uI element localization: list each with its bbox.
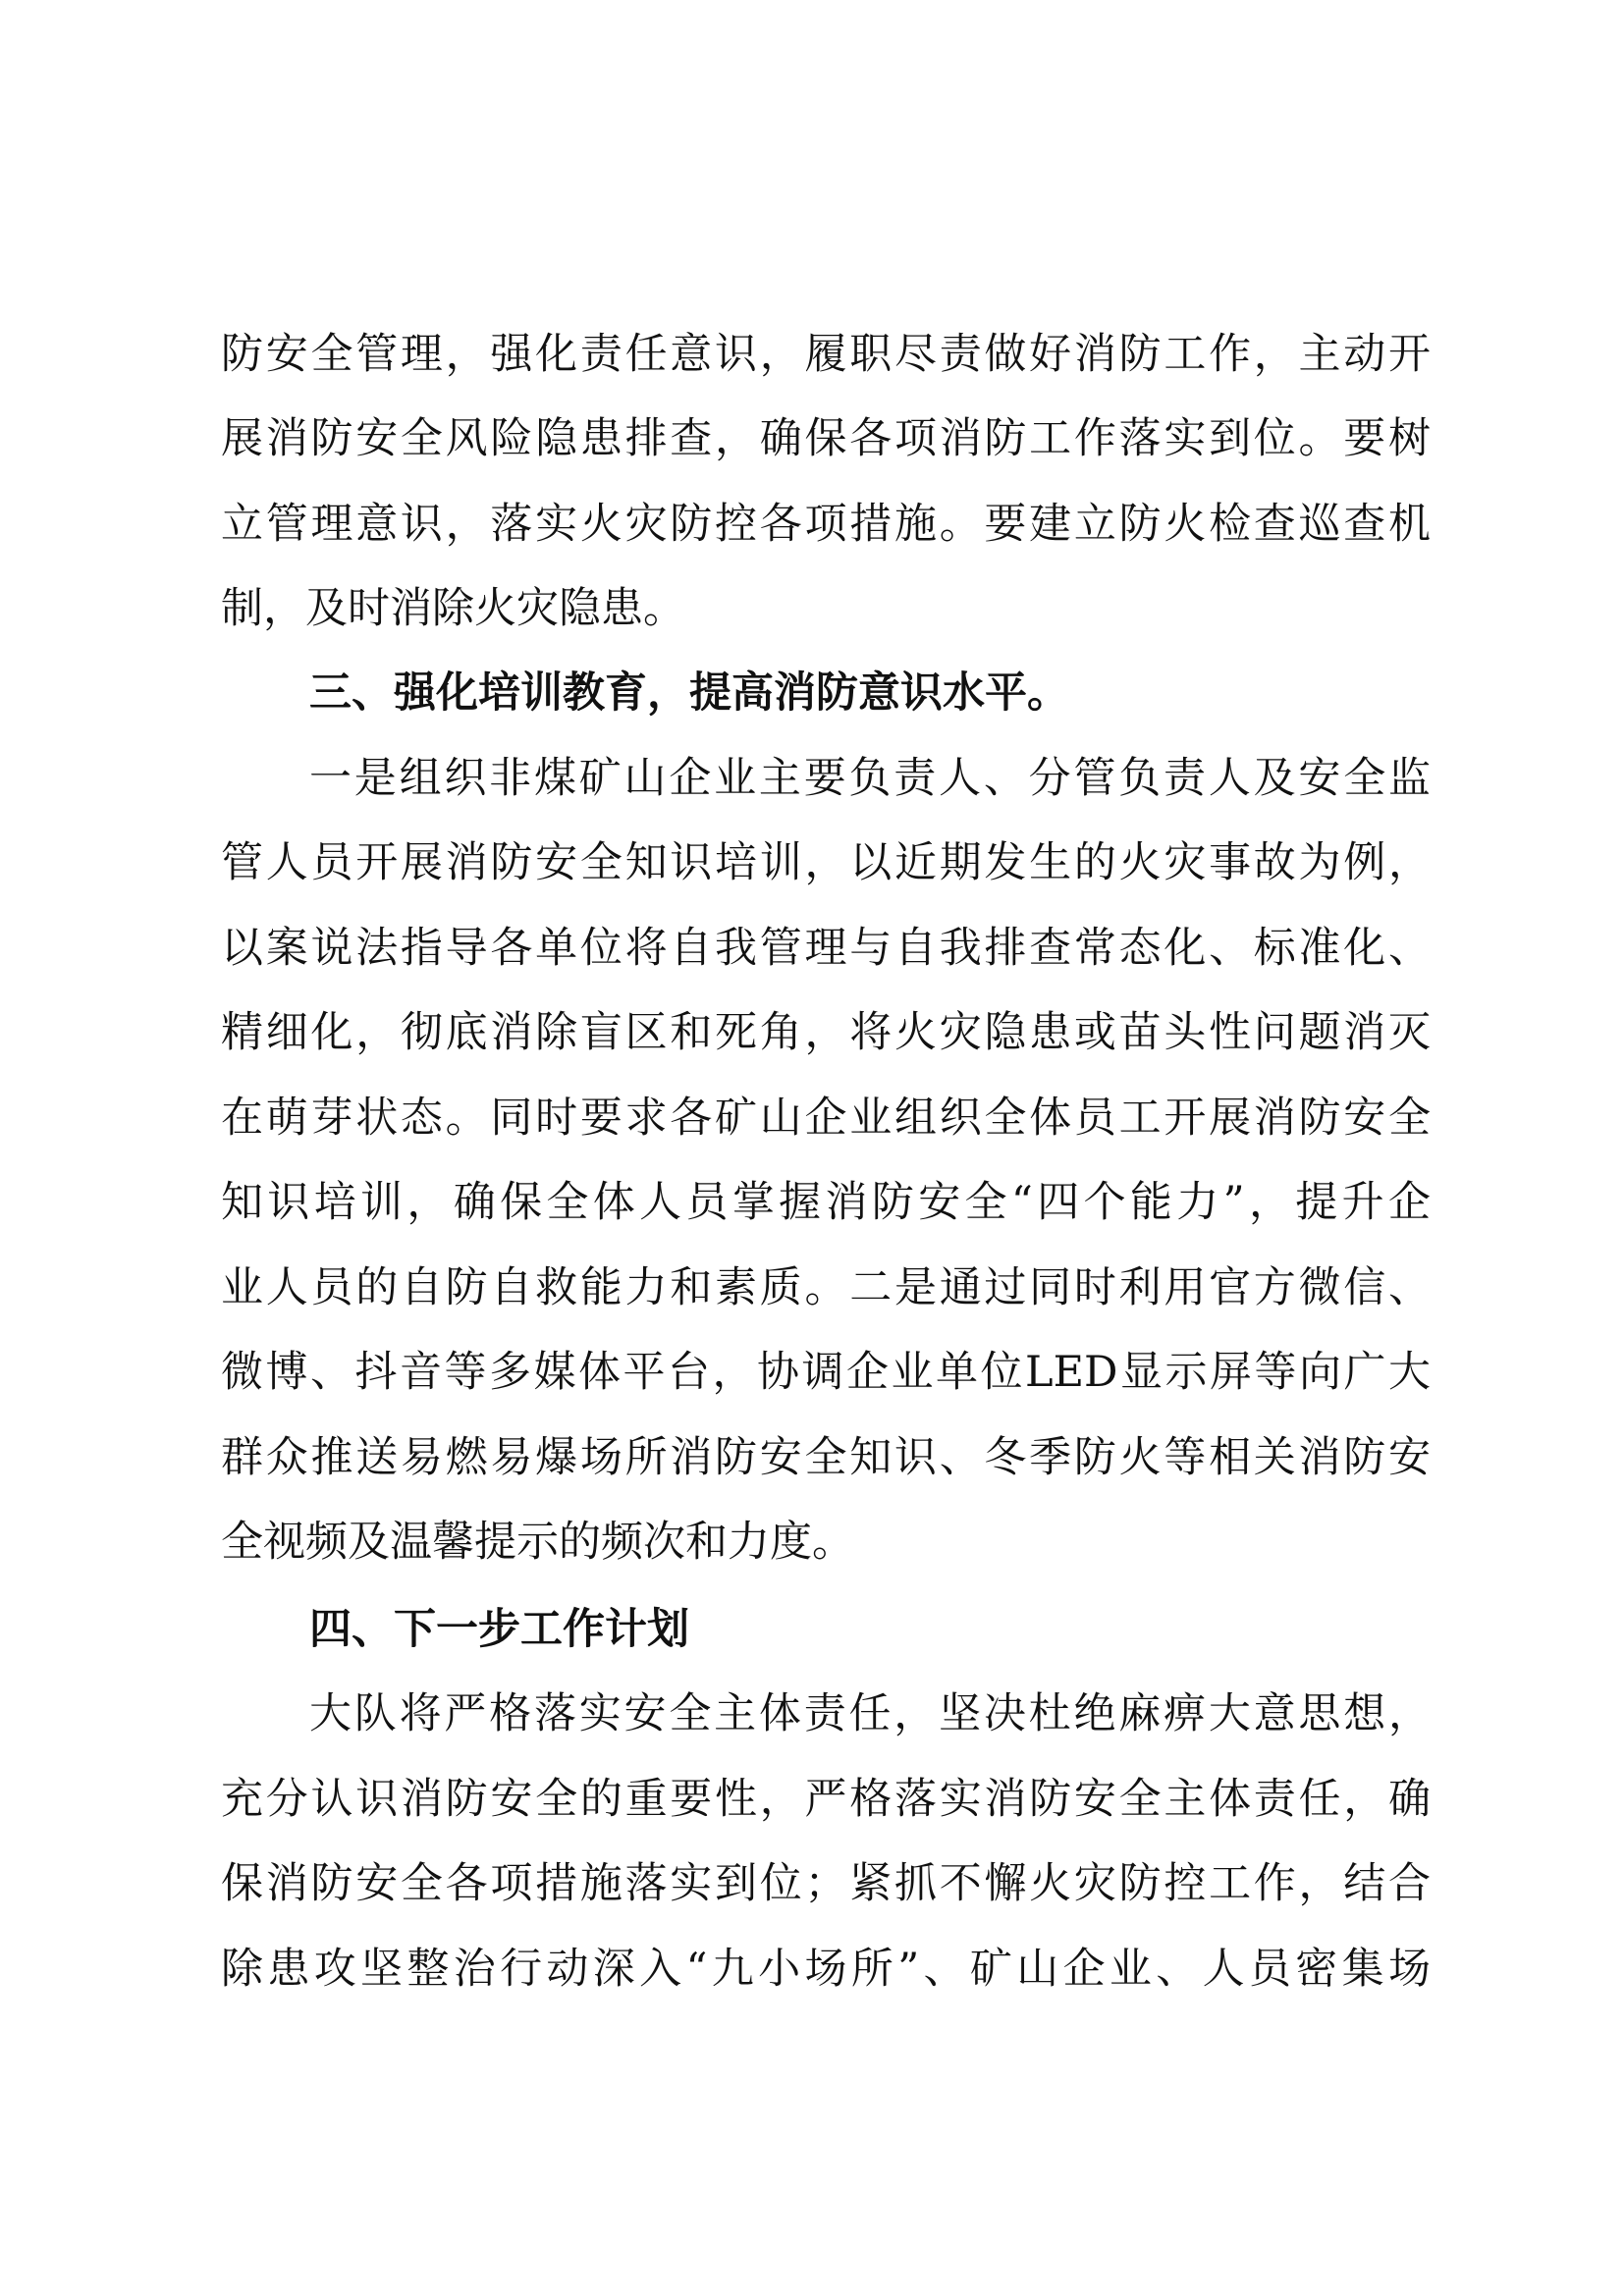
section-heading-3: 三、强化培训教育，提高消防意识水平。 — [309, 668, 1069, 718]
body-text-line: 微博、抖音等多媒体平台，协调企业单位LED显示屏等向广大 — [221, 1348, 1431, 1397]
body-text-line: 防安全管理，强化责任意识，履职尽责做好消防工作，主动开 — [221, 330, 1431, 379]
body-text-line: 充分认识消防安全的重要性，严格落实消防安全主体责任，确 — [221, 1775, 1431, 1824]
section-heading-4: 四、下一步工作计划 — [309, 1605, 689, 1654]
body-text-line: 在萌芽状态。同时要求各矿山企业组织全体员工开展消防安全 — [221, 1094, 1431, 1143]
body-text-line: 除患攻坚整治行动深入“九小场所”、矿山企业、人员密集场 — [221, 1945, 1431, 1994]
body-text-line: 一是组织非煤矿山企业主要负责人、分管负责人及安全监 — [309, 754, 1431, 803]
body-text-line: 保消防安全各项措施落实到位；紧抓不懈火灾防控工作，结合 — [221, 1859, 1431, 1908]
body-text-line: 精细化，彻底消除盲区和死角，将火灾隐患或苗头性问题消灭 — [221, 1008, 1431, 1057]
body-text-line: 全视频及温馨提示的频次和力度。 — [221, 1518, 854, 1567]
body-text-line: 管人员开展消防安全知识培训，以近期发生的火灾事故为例， — [221, 838, 1431, 887]
body-text-line: 展消防安全风险隐患排查，确保各项消防工作落实到位。要树 — [221, 414, 1431, 463]
body-text-line: 制，及时消除火灾隐患。 — [221, 584, 685, 633]
body-text-line: 知识培训，确保全体人员掌握消防安全“四个能力”，提升企 — [221, 1178, 1431, 1227]
body-text-line: 立管理意识，落实火灾防控各项措施。要建立防火检查巡查机 — [221, 500, 1431, 549]
body-text-line: 大队将严格落实安全主体责任，坚决杜绝麻痹大意思想， — [309, 1689, 1431, 1738]
body-text-line: 群众推送易燃易爆场所消防安全知识、冬季防火等相关消防安 — [221, 1433, 1431, 1482]
body-text-line: 业人员的自防自救能力和素质。二是通过同时利用官方微信、 — [221, 1263, 1431, 1312]
body-text-line: 以案说法指导各单位将自我管理与自我排查常态化、标准化、 — [221, 924, 1431, 973]
